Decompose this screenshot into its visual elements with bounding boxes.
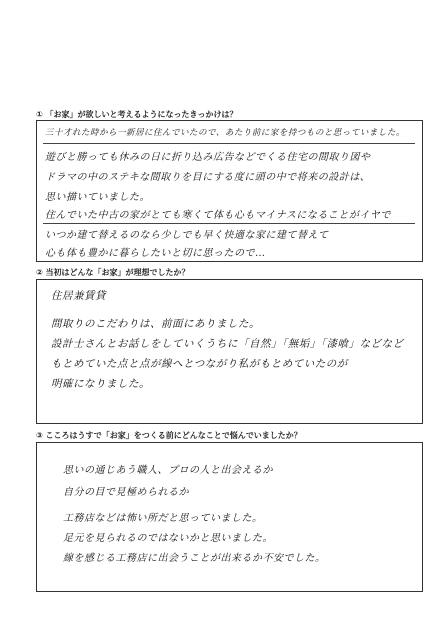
answer-2-line-1: 住居兼賃貸	[51, 290, 106, 302]
question-3-heading: ③ こころはうすで「お家」をつくる前にどんなことで悩んでいましたか？	[36, 431, 302, 440]
answer-3-line-2: 自分の目で見極められるか	[63, 487, 189, 498]
answer-1-line-3: ドラマの中のステキな間取りを目にする度に頭の中で将来の設計は、	[45, 172, 371, 183]
answer-1-line-6: いつか建て替えるのなら少しでも早く快適な家に建て替えて	[45, 230, 329, 241]
answer-3-line-4: 足元を見られるのではないかと思いました。	[63, 533, 273, 544]
answer-1-line-1: 三十才れた時から一新居に住んでいたので、あたり前に家を持つものと思っていました。	[45, 128, 405, 138]
answer-3-line-1: 思いの通じあう職人、プロの人と出会えるか	[63, 465, 273, 476]
answer-1-line-4: 思い描いていました。	[45, 192, 150, 203]
answer-3-box	[36, 442, 423, 592]
answer-2-line-3: 設計士さんとお話しをしていくうちに「自然」「無垢」「漆喰」などなど	[51, 338, 404, 350]
question-1-heading: ① 「お家」が欲しいと考えるようになったきっかけは？	[36, 110, 238, 119]
answer-1-line-7: 心も体も豊かに暮らしたいと切に思ったので…	[45, 248, 266, 259]
answer-2-box	[36, 279, 423, 424]
answer-3-line-5: 線を感じる工務店に出会うことが出来るか不安でした。	[63, 553, 326, 564]
answer-2-line-4: もとめていた点と点が線へとつながり私がもとめていたのが	[51, 358, 348, 370]
answer-1-box	[36, 120, 423, 262]
answer-1-line-5: 住んでいた中古の家がとても寒くて体も心もマイナスになることがイヤで	[45, 210, 391, 221]
answer-1-rule	[43, 223, 415, 224]
question-2-heading: ② 当初はどんな「お家」が理想でしたか？	[36, 268, 190, 277]
answer-2-line-2: 間取りのこだわりは、前面にありました。	[51, 318, 260, 330]
answer-2-line-5: 明確になりました。	[51, 378, 150, 390]
answer-1-line-2: 遊びと勝っても休みの日に折り込み広告などでくる住宅の間取り図や	[45, 152, 371, 163]
answer-1-rule	[43, 143, 415, 144]
answer-3-line-3: 工務店などは怖い所だと思っていました。	[63, 513, 263, 524]
